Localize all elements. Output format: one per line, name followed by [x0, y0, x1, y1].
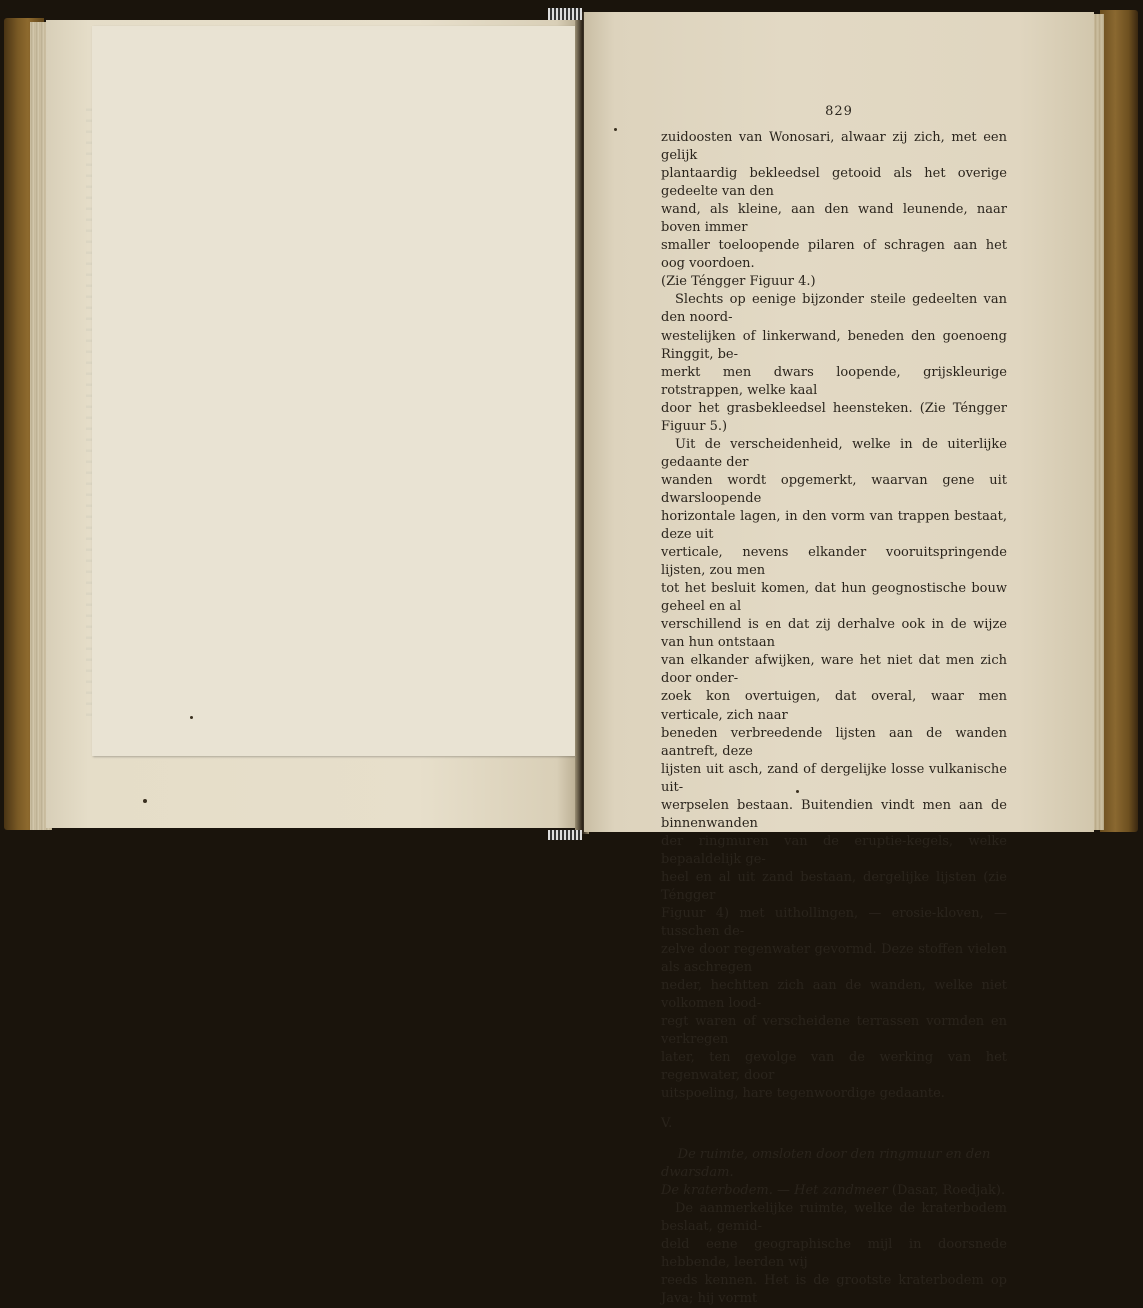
- ink-spot: [143, 799, 147, 803]
- inserted-blank-sheet: [92, 26, 584, 756]
- section-heading-2: De kraterbodem. — Het zandmeer (Dasar, Roedjak).: [661, 1182, 1006, 1198]
- binding-tab-top: [548, 8, 582, 20]
- ink-spot: [796, 790, 799, 793]
- binding-tab-bottom: [548, 830, 582, 840]
- section-heading-1: De ruimte, omsloten door den ringmuur en den dwarsdam.: [661, 1146, 991, 1180]
- right-page: [584, 12, 1094, 1306]
- text-block: [661, 129, 1007, 1308]
- ink-spot: [190, 716, 193, 719]
- paragraph-3: Uit de verscheidenheid, welke in de uiterlijke gedaante der wanden wordt opgemerkt, waarvan gene uit dwarsloopende horizontale lagen, in den vorm van trappen bestaat, deze uit verticale, nevens elkander vooruitspringende lijsten, zou men tot het besluit komen, dat hun geognostische bouw geheel en al verschillend is en dat zij derhalve ook in de wijze van hun ontstaan van elkander afwijken, ware het niet dat men zich door onder- zoek kon overtuigen, dat overal, waar men verticale, zich naar beneden verbreedende lijsten aan de wanden aantreft, deze lijsten uit asch, zand of dergelijke losse vulkanische uit- werpselen bestaan. Buitendien vindt men aan de binnenwanden der ringmuren van de eruptie-kegels, welke bepaaldelijk ge- heel en al uit zand bestaan, dergelijke lijsten (zie Téngger Figuur 4) met uithollingen, — erosie-kloven, — tusschen de- zelve door regenwater gevormd. Deze stoffen vielen als aschregen neder, hechtten zich aan de wanden, welke niet volkomen lood- regt waren of verscheidene terrassen vormden en verkregen later, ten gevolge van de werking van het regenwater, door uitspoeling, hare tegenwoordige gedaante.: [661, 436, 1007, 1102]
- page-number: 829: [825, 104, 853, 119]
- paragraph-2: Slechts op eenige bijzonder steile gedeelten van den noord- westelijken of linkerwand, beneden den goenoeng Ringgit, be- merkt men dwars loopende, grijskleurige rotstrappen, welke kaal door het grasbekleedsel heensteken. (Zie Téngger Figuur 5.): [661, 292, 1007, 434]
- paragraph-4: De aanmerkelijke ruimte, welke de kraterbodem beslaat, gemid- deld eene geographische mijl in doorsnede hebbende, leerden wij reeds kennen. Het is de grootste kraterbodem op Java; hij vormt: [661, 1200, 1007, 1306]
- section-number: V.: [661, 1115, 673, 1131]
- paragraph-1: zuidoosten van Wonosari, alwaar zij zich, met een gelijk plantaardig bekleedsel getooid als het overige gedeelte van den wand, als kleine, aan den wand leunende, naar boven immer smaller toeloopende pilaren of schragen aan het oog voordoen. (Zie Téngger Figuur 4.): [661, 130, 1007, 290]
- book-cover-right: [1100, 10, 1138, 832]
- ink-spot: [614, 128, 617, 131]
